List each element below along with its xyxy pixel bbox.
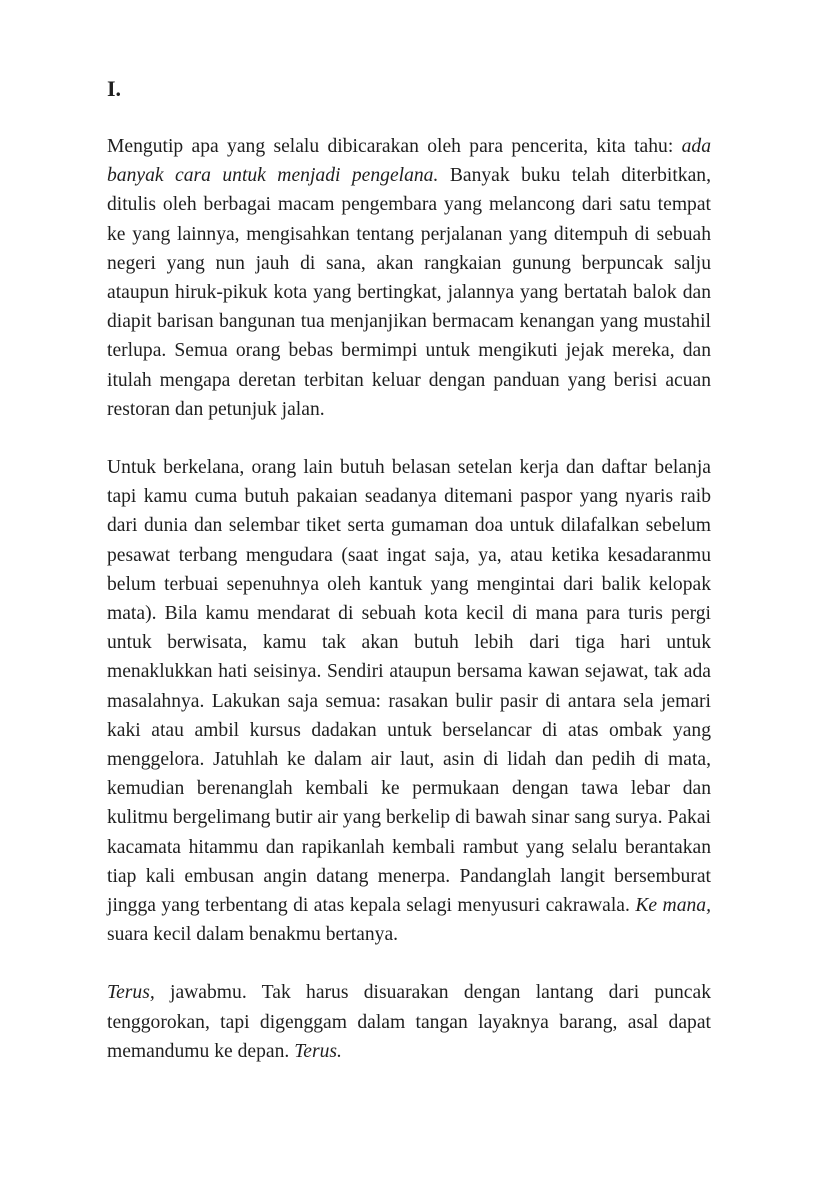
paragraph-3 [107, 978, 711, 1066]
italic-segment: Terus, [107, 982, 155, 1004]
text-segment: jawabmu. Tak harus disuarakan dengan lantang dari puncak tenggorokan, tapi digenggam dalam tangan layaknya barang, asal dapat memandumu ke depan. [107, 982, 711, 1062]
chapter-heading: I. [107, 76, 122, 101]
text-segment: suara kecil dalam benakmu bertanya. [107, 924, 399, 946]
italic-segment: Terus. [294, 1040, 342, 1062]
italic-segment: ada banyak cara untuk menjadi pengelana. [107, 136, 711, 187]
book-page [107, 76, 711, 1095]
text-segment: Mengutip apa yang selalu dibicarakan oleh para pencerita, kita tahu: [107, 136, 682, 157]
paragraph-1 [107, 132, 711, 424]
text-segment: Untuk berkelana, orang lain butuh belasan setelan kerja dan daftar belanja tapi kamu cuma butuh pakaian seadanya ditemani paspor yang nyaris raib dari dunia dan selembar tiket serta gumaman doa untuk dilafalkan sebelum pesawat terbang mengudara (saat ingat saja, ya, atau ketika kesadaranmu belum terbuai sepenuhnya oleh kantuk yang mengintai dari balik kelopak mata). Bila kamu mendarat di sebuah kota kecil di mana para turis pergi untuk berwisata, kamu tak akan butuh lebih dari tiga hari untuk menaklukkan hati seisinya. Sendiri ataupun bersama kawan sejawat, tak ada masalahnya. Lakukan saja semua: rasakan bulir pasir di antara sela jemari kaki atau ambil kursus dadakan untuk berselancar di atas ombak yang menggelora. Jatuhlah ke dalam air laut, asin di lidah dan pedih di mata, kemudian berenanglah kembali ke permukaan dengan tawa lebar dan kulitmu bergelimang butir air yang berkelip di bawah sinar sang surya. Pakai kacamata hitammu dan rapikanlah kembali rambut yang selalu berantakan tiap kali embusan angin datang menerpa. Pandanglah langit bersemburat jingga yang terbentang di atas kepala selagi menyusuri cakrawala. [107, 457, 711, 917]
italic-segment: Ke mana, [635, 895, 711, 917]
paragraph-2 [107, 453, 711, 949]
text-segment: Banyak buku telah diterbitkan, ditulis oleh berbagai macam pengembara yang melancong dari satu tempat ke yang lainnya, mengisahkan tentang perjalanan yang ditempuh di sebuah negeri yang nun jauh di sana, akan rangkaian gunung berpuncak salju ataupun hiruk-pikuk kota yang bertingkat, jalannya yang bertatah balok dan diapit barisan bangunan tua menjanjikan bermacam kenangan yang mustahil terlupa. Semua orang bebas bermimpi untuk mengikuti jejak mereka, dan itulah mengapa deretan terbitan keluar dengan panduan yang berisi acuan restoran dan petunjuk jalan. [107, 165, 711, 420]
